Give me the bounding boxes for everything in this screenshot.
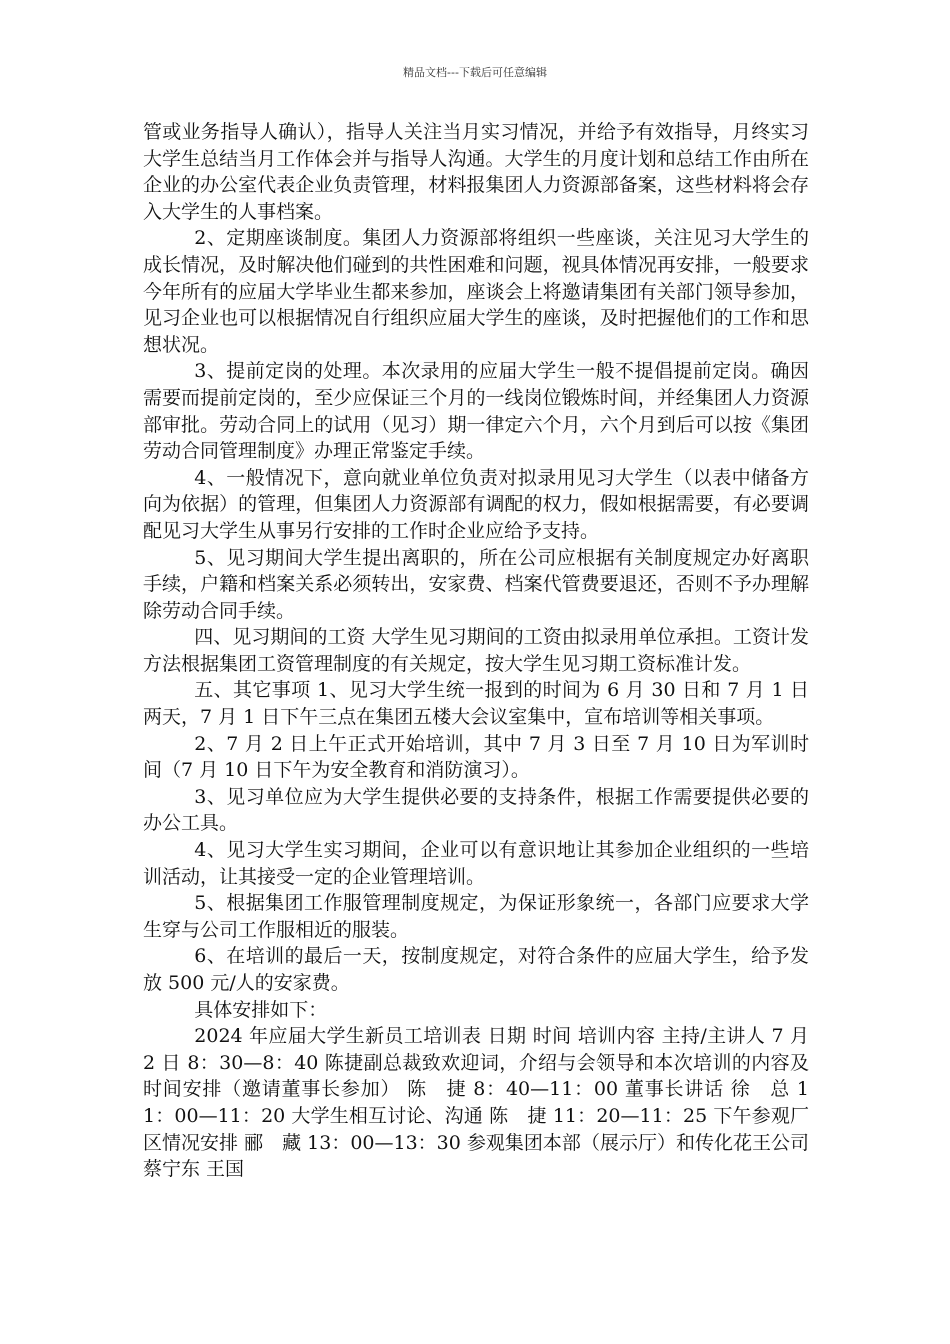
paragraph-7: 五、其它事项 1、见习大学生统一报到的时间为 6 月 30 日和 7 月 1 日两天，7 月 1 日下午三点在集团五楼大会议室集中，宣布培训等相关事项。 [143,679,809,729]
paragraph-9: 3、见习单位应为大学生提供必要的支持条件，根据工作需要提供必要的办公工具。 [143,785,809,835]
paragraph-12: 6、在培训的最后一天，按制度规定，对符合条件的应届大学生，给予发放 500 元/人的安家费。 [143,945,809,994]
paragraph-8: 2、7 月 2 日上午正式开始培训，其中 7 月 3 日至 7 月 10 日为军训时间（7 月 10 日下午为安全教育和消防演习）。 [143,732,809,782]
paragraph-3: 3、提前定岗的处理。本次录用的应届大学生一般不提倡提前定岗。确因需要而提前定岗的，至少应保证三个月的一线岗位锻炼时间，并经集团人力资源部审批。劳动合同上的试用（见习）期一律定六个月，六个月到后可以按《集团劳动合同管理制度》办理正常鉴定手续。 [143,360,809,463]
paragraph-1: 管或业务指导人确认），指导人关注当月实习情况，并给予有效指导，月终实习大学生总结当月工作体会并与指导人沟通。大学生的月度计划和总结工作由所在企业的办公室代表企业负责管理，材料报集团人力资源部备案，这些材料将会存入大学生的人事档案。 [143,121,809,223]
paragraph-6: 四、见习期间的工资 大学生见习期间的工资由拟录用单位承担。工资计发方法根据集团工资管理制度的有关规定，按大学生见习期工资标准计发。 [143,626,809,675]
document-body [143,119,809,1183]
page-header: 精品文档---下载后可任意编辑 [403,66,547,79]
paragraph-2: 2、定期座谈制度。集团人力资源部将组织一些座谈，关注见习大学生的成长情况，及时解决他们碰到的共性困难和问题，视具体情况再安排，一般要求今年所有的应届大学毕业生都来参加，座谈会上将邀请集团有关部门领导参加，见习企业也可以根据情况自行组织应届大学生的座谈，及时把握他们的工作和思想状况。 [143,227,809,356]
paragraph-13: 具体安排如下： [194,998,328,1021]
paragraph-10: 4、见习大学生实习期间，企业可以有意识地让其参加企业组织的一些培训活动，让其接受一定的企业管理培训。 [143,839,809,888]
paragraph-4: 4、一般情况下，意向就业单位负责对拟录用见习大学生（以表中储备方向为依据）的管理，但集团人力资源部有调配的权力，假如根据需要，有必要调配见习大学生从事另行安排的工作时企业应给予支持。 [143,466,809,542]
paragraph-11: 5、根据集团工作服管理制度规定，为保证形象统一，各部门应要求大学生穿与公司工作服相近的服装。 [143,892,809,941]
paragraph-14: 2024 年应届大学生新员工培训表 日期 时间 培训内容 主持/主讲人 7 月 2 日 8：30—8：40 陈捷副总裁致欢迎词，介绍与会领导和本次培训的内容及时间安排（邀请董事长参加） 陈 捷 8：40—11：00 董事长讲话 徐 总 11：00—11：20 大学生相互讨论、沟通 陈 捷 11：20—11：25 下午参观厂区情况安排 郦 藏 13：00—13：30 参观集团本部（展示厅）和传化花王公司 蔡宁东 王国 [143,1025,809,1181]
paragraph-5: 5、见习期间大学生提出离职的，所在公司应根据有关制度规定办好离职手续，户籍和档案关系必须转出，安家费、档案代管费要退还，否则不予办理解除劳动合同手续。 [143,546,809,622]
